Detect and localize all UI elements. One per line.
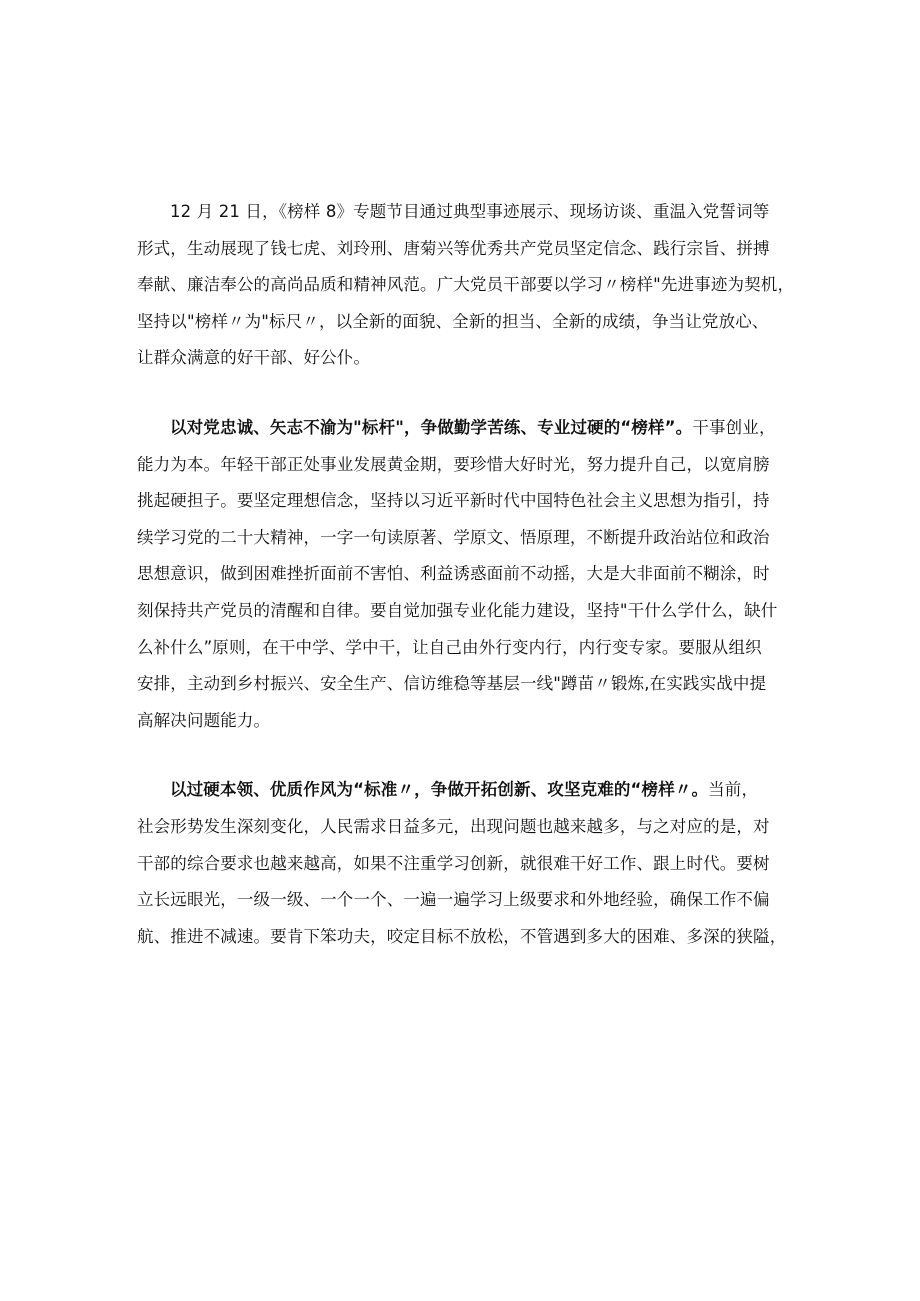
text-line: 坚持以"榜样〃为"标尺〃，以全新的面貌、全新的担当、全新的成绩，争当让党放心、 <box>137 311 769 331</box>
text-line: 立长远眼光，一级一级、一个一个、一遍一遍学习上级要求和外地经验，确保工作不偏 <box>137 890 770 910</box>
text-line: 安排，主动到乡村振兴、安全生产、信访维稳等基层一线"蹲苗〃锻炼,在实践实战中提 <box>137 674 767 694</box>
text-line: 挑起硬担子。要坚定理想信念，坚持以习近平新时代中国特色社会主义思想为指引，持 <box>137 491 770 511</box>
text-line: 刻保持共产党员的清醒和自律。要自觉加强专业化能力建设，坚持"干什么学什么，缺什 <box>137 600 778 620</box>
paragraph-intro <box>137 194 801 377</box>
text-line: 么补什么”原则，在干中学、学中干，让自己由外行变内行，内行变专家。要服从组织 <box>137 637 762 657</box>
paragraph-lead-heading: 以对党忠诚、矢志不渝为"标杆"，争做勤学苦练、专业过硬的“榜样”。 <box>170 417 693 437</box>
text-line: 能力为本。年轻干部正处事业发展黄金期，要珍惜大好时光，努力提升自己，以宽肩膀 <box>137 454 770 474</box>
text-line: 航、推进不减速。要肯下笨功夫，咬定目标不放松，不管遇到多大的困难、多深的狭隘， <box>137 926 787 946</box>
paragraph-lead-heading: 以过硬本领、优质作风为“标准〃，争做开拓创新、攻坚克难的“榜样〃。 <box>170 780 709 800</box>
text-line <box>137 410 801 447</box>
paragraph-standards <box>137 772 801 955</box>
text-line: 12 月 21 日，《榜样 8》专题节目通过典型事迹展示、现场访谈、重温入党誓词等 <box>170 202 770 221</box>
text-line: 高解决问题能力。 <box>137 710 271 730</box>
text-line: 社会形势发生深刻变化，人民需求日益多元，出现问题也越来越多，与之对应的是，对 <box>137 816 770 836</box>
text-run: 当前， <box>708 780 759 800</box>
text-line: 思想意识，做到困难挫折面前不害怕、利益诱惑面前不动摇，大是大非面前不糊涂，时 <box>137 564 770 584</box>
text-line: 奉献、廉洁奉公的高尚品质和精神风范。广大党员干部要以学习〃榜样"先进事迹为契机， <box>137 275 795 295</box>
text-line: 干部的综合要求也越来越高，如果不注重学习创新，就很难干好工作、跟上时代。要树 <box>137 853 770 873</box>
document-body <box>137 194 801 988</box>
text-line: 续学习党的二十大精神，一字一句读原著、学原文、悟原理，不断提升政治站位和政治 <box>137 527 770 547</box>
text-line <box>137 772 801 809</box>
text-run: 干事创业， <box>692 417 776 437</box>
paragraph-loyalty <box>137 410 801 739</box>
text-line: 形式，生动展现了钱七虎、刘玲刑、唐菊兴等优秀共产党员坚定信念、践行宗旨、拼搏 <box>137 238 770 258</box>
text-line: 让群众满意的好干部、好公仆。 <box>137 348 371 368</box>
